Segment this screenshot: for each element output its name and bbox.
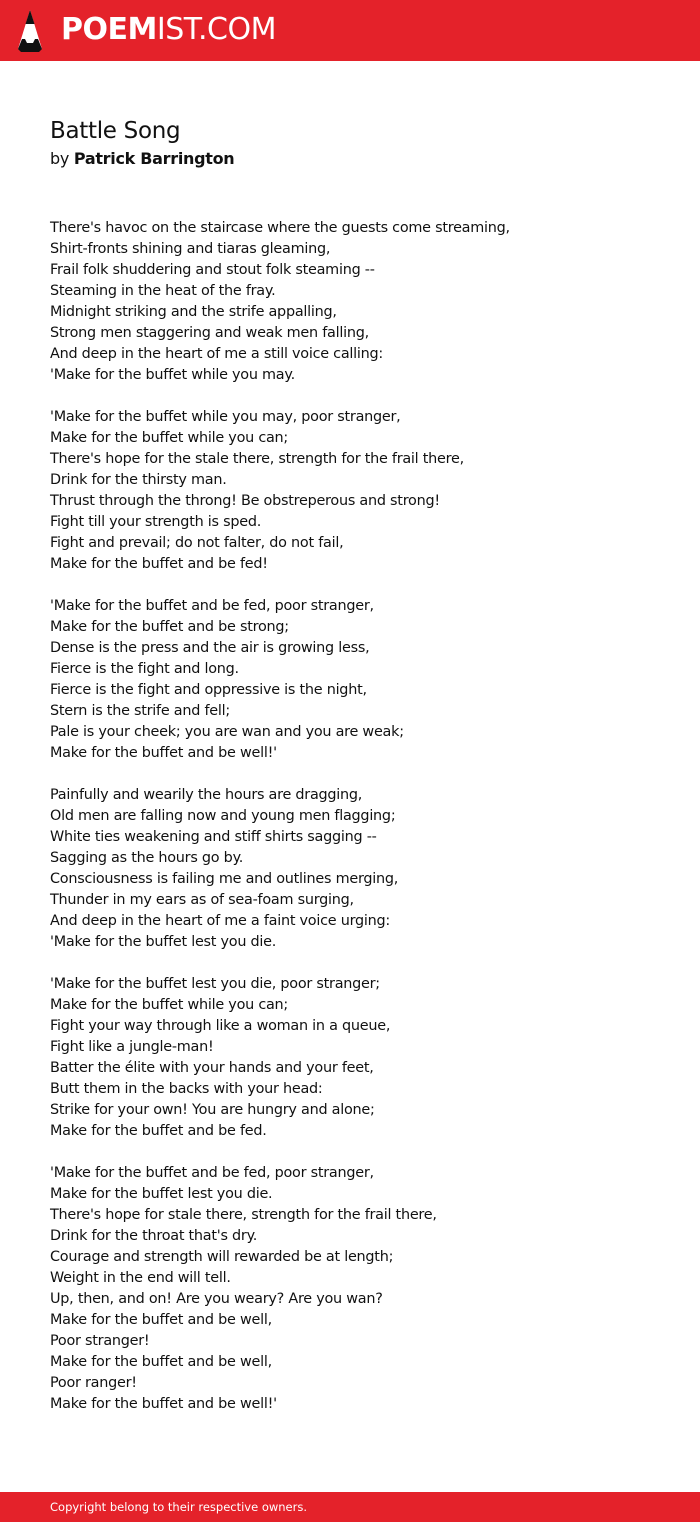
poem-line: Fight your way through like a woman in a queue, bbox=[50, 1018, 391, 1034]
poem-stanza bbox=[50, 596, 680, 764]
poem-line: Make for the buffet and be well!' bbox=[50, 745, 277, 761]
poem-line: 'Make for the buffet lest you die. bbox=[50, 934, 277, 950]
poem-line: Poor ranger! bbox=[50, 1375, 137, 1391]
poem-stanza bbox=[50, 407, 680, 575]
poem-line: Up, then, and on! Are you weary? Are you wan? bbox=[50, 1291, 383, 1307]
poem-line: Make for the buffet and be well, bbox=[50, 1312, 272, 1328]
poem-line: There's hope for stale there, strength for the frail there, bbox=[50, 1207, 437, 1223]
poem-line: Make for the buffet lest you die. bbox=[50, 1186, 273, 1202]
poem-line: 'Make for the buffet and be fed, poor stranger, bbox=[50, 1165, 374, 1181]
poem-line: And deep in the heart of me a still voice calling: bbox=[50, 346, 384, 362]
poem-line: Frail folk shuddering and stout folk steaming -- bbox=[50, 262, 375, 278]
poem-line: Batter the élite with your hands and your feet, bbox=[50, 1060, 374, 1076]
poem-line: Steaming in the heat of the fray. bbox=[50, 283, 276, 299]
poem-author: Patrick Barrington bbox=[73, 149, 235, 168]
poem-line: Make for the buffet and be fed! bbox=[50, 556, 268, 572]
site-header bbox=[0, 0, 700, 61]
site-footer bbox=[0, 1492, 700, 1522]
poem-stanza bbox=[50, 1163, 680, 1415]
logo-light-text: IST.COM bbox=[156, 12, 276, 47]
poem-line: Pale is your cheek; you are wan and you are weak; bbox=[50, 724, 404, 740]
poem-line: 'Make for the buffet while you may, poor stranger, bbox=[50, 409, 401, 425]
poem-stanza bbox=[50, 785, 680, 953]
poem-line: And deep in the heart of me a faint voice urging: bbox=[50, 913, 390, 929]
poem-line: There's havoc on the staircase where the guests come streaming, bbox=[50, 220, 510, 236]
poem-line: White ties weakening and stiff shirts sagging -- bbox=[50, 829, 377, 845]
poem-line: Drink for the thirsty man. bbox=[50, 472, 227, 488]
copyright-text: Copyright belong to their respective owners. bbox=[50, 1500, 308, 1514]
poem-line: Stern is the strife and fell; bbox=[50, 703, 230, 719]
poem-line: 'Make for the buffet lest you die, poor stranger; bbox=[50, 976, 380, 992]
poem-line: Courage and strength will rewarded be at length; bbox=[50, 1249, 394, 1265]
poem-line: Strike for your own! You are hungry and alone; bbox=[50, 1102, 375, 1118]
poem-line: Poor stranger! bbox=[50, 1333, 150, 1349]
poem-stanza bbox=[50, 974, 680, 1142]
poem-byline bbox=[50, 147, 670, 171]
pencil-icon[interactable] bbox=[17, 9, 43, 52]
poem-line: Make for the buffet while you can; bbox=[50, 997, 289, 1013]
site-logo[interactable] bbox=[61, 10, 276, 50]
poem-line: Fight like a jungle-man! bbox=[50, 1039, 214, 1055]
poem-stanza bbox=[50, 218, 680, 386]
poem-line: Drink for the throat that's dry. bbox=[50, 1228, 258, 1244]
poem-line: Make for the buffet while you can; bbox=[50, 430, 289, 446]
poem-line: Fight till your strength is sped. bbox=[50, 514, 262, 530]
poem-line: Strong men staggering and weak men falling, bbox=[50, 325, 369, 341]
poem-line: Consciousness is failing me and outlines merging, bbox=[50, 871, 399, 887]
poem-line: Make for the buffet and be fed. bbox=[50, 1123, 267, 1139]
poem-line: Old men are falling now and young men flagging; bbox=[50, 808, 396, 824]
by-label: by bbox=[50, 149, 70, 168]
poem-line: 'Make for the buffet while you may. bbox=[50, 367, 295, 383]
poem-line: Make for the buffet and be well, bbox=[50, 1354, 272, 1370]
poem-line: Thunder in my ears as of sea-foam surging, bbox=[50, 892, 354, 908]
poem-line: Weight in the end will tell. bbox=[50, 1270, 231, 1286]
poem-line: Midnight striking and the strife appalling, bbox=[50, 304, 337, 320]
poem-line: Dense is the press and the air is growing less, bbox=[50, 640, 370, 656]
poem-line: Thrust through the throng! Be obstreperous and strong! bbox=[50, 493, 440, 509]
poem-line: There's hope for the stale there, strength for the frail there, bbox=[50, 451, 464, 467]
poem-line: Fierce is the fight and oppressive is the night, bbox=[50, 682, 367, 698]
poem-line: Butt them in the backs with your head: bbox=[50, 1081, 323, 1097]
poem-line: Shirt-fronts shining and tiaras gleaming, bbox=[50, 241, 331, 257]
poem-line: Fierce is the fight and long. bbox=[50, 661, 239, 677]
logo-bold-text: POEM bbox=[61, 12, 157, 47]
poem-line: Make for the buffet and be strong; bbox=[50, 619, 289, 635]
poem-body bbox=[50, 218, 680, 1436]
poem-line: Painfully and wearily the hours are dragging, bbox=[50, 787, 363, 803]
poem-line: Fight and prevail; do not falter, do not fail, bbox=[50, 535, 344, 551]
poem-line: 'Make for the buffet and be fed, poor stranger, bbox=[50, 598, 374, 614]
poem-line: Make for the buffet and be well!' bbox=[50, 1396, 277, 1412]
poem-line: Sagging as the hours go by. bbox=[50, 850, 244, 866]
poem-header bbox=[50, 115, 670, 171]
poem-title: Battle Song bbox=[50, 118, 181, 144]
